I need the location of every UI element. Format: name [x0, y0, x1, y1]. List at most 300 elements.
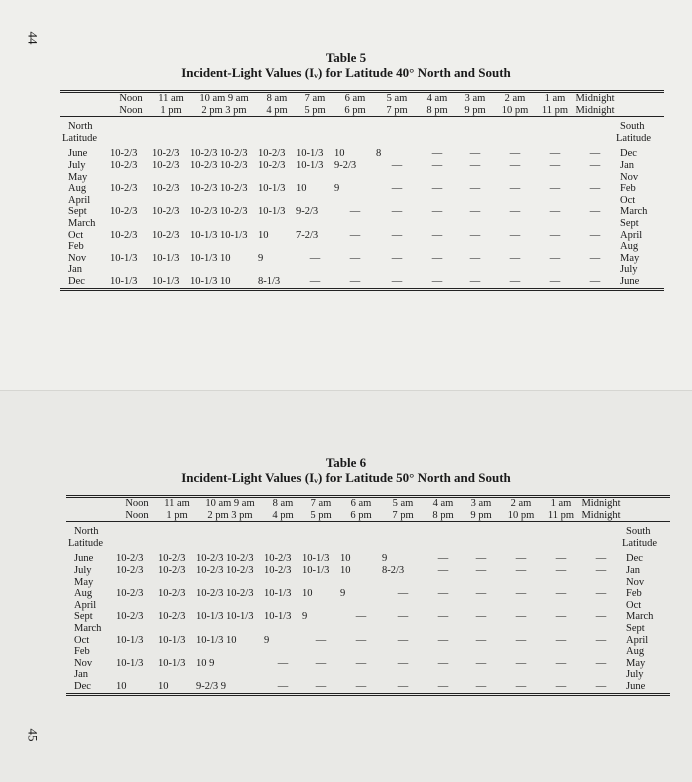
table-cell: —	[437, 588, 449, 600]
table-row	[60, 172, 664, 184]
table-row	[60, 183, 664, 195]
table-cell: —	[418, 276, 456, 289]
south-latitude-label-2: Latitude	[622, 537, 657, 549]
table-row	[66, 669, 670, 681]
table-cell: —	[397, 588, 409, 600]
table-cell: —	[355, 634, 367, 646]
north-month: Jan	[68, 264, 82, 276]
page-45	[0, 390, 692, 782]
south-month: July	[620, 264, 638, 276]
north-month: April	[68, 194, 91, 206]
table-cell: 10-2/3	[116, 564, 144, 576]
south-month: April	[620, 229, 643, 241]
north-month: Dec	[60, 276, 110, 289]
table-row	[60, 253, 664, 265]
table-cell: —	[549, 148, 561, 160]
south-month: Oct	[626, 599, 642, 611]
table-cell: —	[589, 229, 601, 241]
col-header-top: 2 am	[500, 497, 542, 510]
col-header-top: 8 am	[258, 92, 296, 105]
south-month: Feb	[626, 588, 642, 600]
south-month: May	[626, 657, 646, 669]
col-header-bottom: 10 pm	[507, 509, 535, 521]
table-cell: —	[376, 276, 418, 289]
table-cell: 10-1/3 10-1/3	[190, 229, 248, 241]
col-header-bottom: 1 pm	[160, 104, 182, 116]
table-cell: —	[574, 276, 616, 289]
south-month: Sept	[620, 217, 639, 229]
table-cell: 10	[258, 229, 269, 241]
table-cell: —	[549, 183, 561, 195]
table-cell: —	[334, 276, 376, 289]
north-month: June	[74, 553, 94, 565]
table-cell: —	[469, 206, 481, 218]
north-month: Oct	[68, 229, 84, 241]
table-cell: —	[397, 611, 409, 623]
table-cell: 10-2/3 10-2/3	[196, 564, 254, 576]
table-cell: 9	[340, 588, 346, 600]
col-header-top: 4 am	[418, 92, 456, 105]
table-cell: —	[595, 634, 607, 646]
table-cell: 10-1/3	[116, 634, 144, 646]
table-cell: 10-2/3	[110, 183, 138, 195]
col-header-bottom: Noon	[119, 104, 143, 116]
table-row	[60, 276, 664, 289]
col-header-top: 1 am	[536, 92, 574, 105]
table-row	[60, 160, 664, 172]
south-month: Nov	[626, 576, 645, 588]
south-month: June	[616, 276, 664, 289]
south-month: June	[622, 681, 670, 694]
table-cell: 9-2/3	[296, 206, 319, 218]
north-month: July	[68, 159, 86, 171]
table-cell: —	[431, 148, 443, 160]
table-cell: —	[469, 229, 481, 241]
table-cell: 10-1/3 10	[190, 276, 258, 289]
col-header-bottom: 5 pm	[304, 104, 326, 116]
table-cell: 10-2/3	[264, 553, 292, 565]
table-cell: —	[315, 634, 327, 646]
col-header-top: 6 am	[334, 92, 376, 105]
table-cell: 10 9	[196, 657, 215, 669]
table-row	[66, 658, 670, 670]
col-header-top: 7 am	[302, 497, 340, 510]
table-cell: —	[555, 564, 567, 576]
table-cell: 10-1/3	[152, 276, 190, 289]
table-cell: —	[555, 657, 567, 669]
table-row	[66, 623, 670, 635]
col-header-bottom: 8 pm	[426, 104, 448, 116]
table-cell: —	[431, 159, 443, 171]
table-cell: —	[462, 681, 500, 694]
table6-heading: Incident-Light Values (Iᵥ) for Latitude 50° North and South	[181, 470, 511, 485]
table-cell: 10-2/3 10-2/3	[190, 148, 248, 160]
north-month: Dec	[66, 681, 116, 694]
table-cell: —	[437, 553, 449, 565]
table-cell: —	[391, 206, 403, 218]
south-month: July	[626, 669, 644, 681]
table-cell: 10-2/3	[110, 229, 138, 241]
north-latitude-label: North	[60, 117, 110, 133]
col-header-top: 8 am	[264, 497, 302, 510]
table-cell: 10	[340, 564, 351, 576]
north-month: June	[68, 148, 88, 160]
col-header-top: 3 am	[456, 92, 494, 105]
table-cell: —	[595, 564, 607, 576]
table-cell: —	[555, 553, 567, 565]
col-header-top: 6 am	[340, 497, 382, 510]
table-cell: 10-2/3	[258, 148, 286, 160]
col-header-bottom: 4 pm	[272, 509, 294, 521]
table-row	[66, 600, 670, 612]
table-cell: 10-2/3	[110, 148, 138, 160]
table-cell: 8-2/3	[382, 564, 405, 576]
table-cell: —	[431, 229, 443, 241]
table-cell: —	[437, 634, 449, 646]
north-month: Feb	[74, 646, 90, 658]
col-header-bottom: 9 pm	[464, 104, 486, 116]
south-month: April	[626, 634, 649, 646]
table-cell: —	[542, 681, 580, 694]
col-header-top: 5 am	[382, 497, 424, 510]
table-cell: —	[589, 183, 601, 195]
table-row	[66, 635, 670, 647]
table-cell: 10-1/3	[302, 553, 330, 565]
table-cell: 10	[302, 588, 313, 600]
table-cell: —	[431, 183, 443, 195]
table-cell: 10-1/3 10	[190, 252, 231, 264]
table-cell: 10-1/3	[264, 611, 292, 623]
table-cell: 10-2/3	[152, 183, 180, 195]
table-cell: 10-1/3	[258, 206, 286, 218]
north-month: April	[74, 599, 97, 611]
table-cell: —	[549, 159, 561, 171]
table-cell: 10-1/3	[264, 588, 292, 600]
table-cell: 10	[296, 183, 307, 195]
table-cell: 10-2/3 10-2/3	[190, 183, 248, 195]
table-cell: 10-2/3	[158, 564, 186, 576]
col-header-top: Midnight	[581, 498, 621, 509]
table-cell: 10-1/3	[158, 634, 186, 646]
table-cell: —	[437, 657, 449, 669]
table-cell: —	[494, 276, 536, 289]
table-cell: —	[589, 148, 601, 160]
col-header-bottom: 5 pm	[310, 509, 332, 521]
col-header-top: 2 am	[494, 92, 536, 105]
col-header-bottom: 8 pm	[432, 509, 454, 521]
north-latitude-label-2: Latitude	[68, 537, 103, 549]
table-cell: 10-2/3	[152, 229, 180, 241]
table-cell: —	[509, 159, 521, 171]
table-cell: 9-2/3 9	[196, 681, 264, 694]
col-header-bottom: 2 pm 3 pm	[207, 509, 253, 521]
south-month: Oct	[620, 194, 636, 206]
table-cell: 10-1/3	[258, 183, 286, 195]
table-cell: —	[475, 657, 487, 669]
south-month: May	[620, 252, 640, 264]
table-cell: 10	[116, 681, 158, 694]
col-header-bottom: 11 pm	[541, 104, 569, 116]
table-cell: —	[515, 611, 527, 623]
col-header-bottom: 4 pm	[266, 104, 288, 116]
col-header-top: 10 am 9 am	[190, 92, 258, 105]
table-cell: —	[595, 611, 607, 623]
north-month: March	[68, 217, 96, 229]
col-header-top: 5 am	[376, 92, 418, 105]
table-row	[66, 611, 670, 623]
table-cell: —	[589, 252, 601, 264]
table-cell: 10-1/3 10-1/3	[196, 611, 254, 623]
table-cell: 10-2/3	[258, 159, 286, 171]
south-month: Jan	[626, 564, 640, 576]
col-header-top: 4 am	[424, 497, 462, 510]
north-month: Nov	[68, 252, 87, 264]
col-header-bottom: Midnight	[575, 104, 615, 116]
table-cell: —	[595, 657, 607, 669]
table-cell: —	[515, 634, 527, 646]
table-cell: 10-2/3	[116, 611, 144, 623]
table-cell: 9	[382, 553, 388, 565]
col-header-top: 7 am	[296, 92, 334, 105]
table-cell: 9	[258, 252, 264, 264]
table-cell: —	[349, 229, 361, 241]
table-cell: —	[475, 553, 487, 565]
table-cell: —	[391, 252, 403, 264]
table-cell: —	[355, 657, 367, 669]
table-row	[60, 230, 664, 242]
col-header-bottom: 11 pm	[547, 509, 575, 521]
table-cell: —	[515, 564, 527, 576]
table-cell: —	[580, 681, 622, 694]
north-month: Feb	[68, 241, 84, 253]
table-cell: —	[302, 681, 340, 694]
north-latitude-label: North	[66, 522, 116, 538]
south-latitude-label: South	[622, 522, 670, 538]
table-cell: —	[475, 588, 487, 600]
table-row	[66, 588, 670, 600]
south-month: Jan	[620, 159, 634, 171]
table-cell: —	[549, 229, 561, 241]
table6-title-block	[0, 455, 692, 485]
table-cell: 10-2/3 10-2/3	[196, 553, 254, 565]
south-month: Feb	[620, 183, 636, 195]
table-cell: —	[536, 276, 574, 289]
table-cell: 7-2/3	[296, 229, 319, 241]
table-cell: —	[397, 634, 409, 646]
table5-title-block	[0, 50, 692, 80]
table-cell: 10-2/3	[110, 206, 138, 218]
north-month: Aug	[74, 588, 93, 600]
col-header-bottom: 9 pm	[470, 509, 492, 521]
south-month: March	[620, 206, 648, 218]
south-latitude-label: South	[616, 117, 664, 133]
south-month: March	[626, 611, 654, 623]
north-month: Jan	[74, 669, 88, 681]
table-cell: —	[340, 681, 382, 694]
col-header-bottom: 6 pm	[344, 104, 366, 116]
table5-number: Table 5	[325, 50, 367, 65]
table-cell: —	[509, 148, 521, 160]
south-month: Dec	[626, 553, 643, 565]
table-cell: 10-2/3	[158, 611, 186, 623]
table-cell: 8	[376, 148, 382, 160]
south-month: Aug	[620, 241, 639, 253]
table-cell: —	[431, 206, 443, 218]
table-cell: 8-1/3	[258, 276, 296, 289]
table-cell: 9-2/3	[334, 159, 357, 171]
south-month: Nov	[620, 171, 639, 183]
table-cell: —	[589, 159, 601, 171]
table-row	[60, 218, 664, 230]
table-row	[60, 195, 664, 207]
col-header-top: Noon	[116, 497, 158, 510]
table-cell: —	[456, 276, 494, 289]
col-header-bottom: Noon	[125, 509, 149, 521]
table-cell: —	[555, 634, 567, 646]
table-cell: 10-1/3	[110, 276, 152, 289]
table-cell: —	[515, 657, 527, 669]
table-row	[60, 241, 664, 253]
table-cell: —	[589, 206, 601, 218]
col-header-top: 1 am	[542, 497, 580, 510]
table-row	[66, 565, 670, 577]
table-row	[66, 681, 670, 694]
table-cell: —	[509, 206, 521, 218]
col-header-bottom: Midnight	[581, 509, 621, 521]
col-header-bottom: 7 pm	[392, 509, 414, 521]
table-cell: —	[391, 183, 403, 195]
table-cell: —	[475, 634, 487, 646]
table-cell: —	[555, 611, 567, 623]
table6-number: Table 6	[325, 455, 367, 470]
south-latitude-label-2: Latitude	[616, 132, 651, 144]
table-cell: —	[509, 252, 521, 264]
table-cell: —	[437, 611, 449, 623]
table-cell: —	[397, 657, 409, 669]
col-header-top: Noon	[110, 92, 152, 105]
south-month: Sept	[626, 622, 645, 634]
south-month: Aug	[626, 646, 645, 658]
table-cell: 10-2/3	[152, 206, 180, 218]
table-cell: —	[469, 252, 481, 264]
table6	[66, 495, 670, 696]
table-cell: 10	[158, 681, 196, 694]
table-cell: —	[424, 681, 462, 694]
table-cell: 10-1/3	[116, 657, 144, 669]
table-cell: —	[549, 252, 561, 264]
col-header-top: 11 am	[152, 92, 190, 105]
col-header-top: 3 am	[462, 497, 500, 510]
table-cell: 10-1/3	[296, 148, 324, 160]
table-cell: 10-2/3 10-2/3	[190, 159, 248, 171]
table-row	[60, 264, 664, 276]
table-cell: —	[349, 206, 361, 218]
north-latitude-label-2: Latitude	[62, 132, 97, 144]
col-header-bottom: 1 pm	[166, 509, 188, 521]
table-cell: —	[515, 553, 527, 565]
table-cell: —	[595, 553, 607, 565]
table-cell: —	[382, 681, 424, 694]
table-cell: —	[296, 276, 334, 289]
table-cell: —	[355, 611, 367, 623]
south-month: Dec	[620, 148, 637, 160]
table-cell: —	[469, 159, 481, 171]
page-44	[0, 0, 692, 390]
table-cell: —	[500, 681, 542, 694]
page-number-44: 44	[25, 31, 41, 45]
north-month: March	[74, 622, 102, 634]
table-cell: 9	[334, 183, 340, 195]
table-cell: —	[469, 183, 481, 195]
table-cell: —	[515, 588, 527, 600]
table-cell: 10-2/3	[116, 553, 144, 565]
table-cell: 10	[334, 148, 345, 160]
north-month: May	[68, 171, 88, 183]
table-cell: 10-2/3 10-2/3	[196, 588, 254, 600]
north-month: Nov	[74, 657, 93, 669]
col-header-bottom: 2 pm 3 pm	[201, 104, 247, 116]
table-cell: —	[509, 229, 521, 241]
table-cell: 10-2/3	[110, 159, 138, 171]
table-cell: —	[475, 564, 487, 576]
table-cell: 10-1/3	[110, 252, 138, 264]
north-month: Aug	[68, 183, 87, 195]
north-month: Oct	[74, 634, 90, 646]
table-cell: —	[469, 148, 481, 160]
north-month: May	[74, 576, 94, 588]
table-cell: —	[431, 252, 443, 264]
page-number-45: 45	[25, 728, 41, 742]
col-header-top: Midnight	[575, 93, 615, 104]
table-cell: —	[595, 588, 607, 600]
table-cell: 10-1/3 10	[196, 634, 237, 646]
col-header-bottom: 10 pm	[501, 104, 529, 116]
col-header-top: 11 am	[158, 497, 196, 510]
table-cell: —	[391, 229, 403, 241]
table-cell: —	[509, 183, 521, 195]
table-cell: 10-2/3	[158, 553, 186, 565]
table-cell: 10	[340, 553, 351, 565]
north-month: Sept	[68, 206, 87, 218]
table-row	[66, 553, 670, 565]
table-cell: —	[549, 206, 561, 218]
table-cell: 9	[302, 611, 308, 623]
table-cell: 10-1/3	[152, 252, 180, 264]
table-cell: —	[315, 657, 327, 669]
table5-heading: Incident-Light Values (Iᵥ) for Latitude 40° North and South	[181, 65, 511, 80]
table-cell: —	[264, 681, 302, 694]
col-header-bottom: 7 pm	[386, 104, 408, 116]
north-month: Sept	[74, 611, 93, 623]
col-header-top: 10 am 9 am	[196, 497, 264, 510]
table-cell: —	[475, 611, 487, 623]
table-cell: 10-2/3	[116, 588, 144, 600]
table-cell: 10-1/3	[158, 657, 186, 669]
table-cell: —	[309, 252, 321, 264]
table-cell: 10-2/3	[152, 159, 180, 171]
table-row	[66, 577, 670, 589]
table-cell: —	[349, 252, 361, 264]
table-cell: —	[437, 564, 449, 576]
table5	[60, 90, 664, 291]
north-month: July	[74, 564, 92, 576]
table-cell: —	[391, 159, 403, 171]
table-row	[60, 206, 664, 218]
table-cell: 10-2/3	[158, 588, 186, 600]
table-cell: —	[555, 588, 567, 600]
table-row	[66, 646, 670, 658]
table-cell: 10-2/3	[264, 564, 292, 576]
